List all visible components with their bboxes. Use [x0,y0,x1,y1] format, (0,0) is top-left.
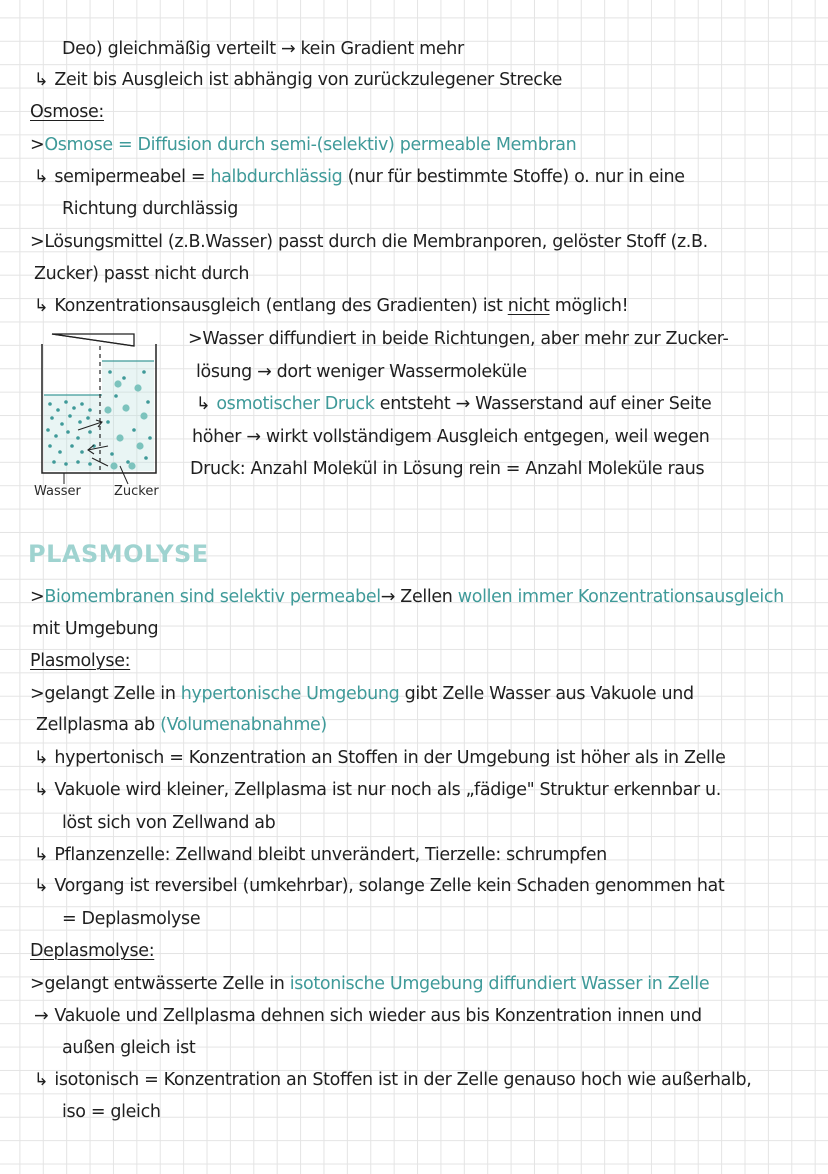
osmosis-line-10: lösung → dort weniger Wassermoleküle [196,362,527,382]
return-arrow-icon: ↳ [34,70,49,90]
osmosis-line-11: ↳ osmotischer Druck entsteht → Wasserstand auf einer Seite [196,394,712,414]
osmosis-line-12: höher → wirkt vollständigem Ausgleich entgegen, weil wegen [192,427,710,447]
return-arrow-icon: ↳ [34,1070,49,1090]
osmosis-line-7: Zucker) passt nicht durch [34,264,250,284]
return-arrow-icon: ↳ [34,845,49,865]
osmosis-line-8: ↳ Konzentrationsausgleich (entlang des Gradienten) ist nicht möglich! [34,296,629,316]
plasmolysis-line-7: löst sich von Zellwand ab [62,813,276,833]
plasmolysis-line-2: mit Umgebung [32,619,159,639]
right-arrow-icon: → [34,1006,49,1026]
osmosis-line-4: ↳ semipermeabel = halbdurchlässig (nur für bestimmte Stoffe) o. nur in eine [34,167,685,187]
osmosis-line-1: Deo) gleichmäßig verteilt → kein Gradient mehr [62,39,464,59]
osmosis-beaker-illustration [24,326,174,506]
return-arrow-icon: ↳ [34,748,49,768]
osmosis-heading: Osmose: [30,102,104,122]
plasmolysis-line-8: ↳ Pflanzenzelle: Zellwand bleibt unverändert, Tierzelle: schrumpfen [34,845,607,865]
plasmolysis-line-1: >Biomembranen sind selektiv permeabel→ Zellen wollen immer Konzentrationsausgleich [30,587,784,607]
plasmolysis-line-5: ↳ hypertonisch = Konzentration an Stoffen in der Umgebung ist höher als in Zelle [34,748,726,768]
return-arrow-icon: ↳ [34,876,49,896]
osmosis-line-5: Richtung durchlässig [62,199,238,219]
osmosis-line-9: >Wasser diffundiert in beide Richtungen, aber mehr zur Zucker- [188,329,729,349]
osmosis-line-6: >Lösungsmittel (z.B.Wasser) passt durch die Membranporen, gelöster Stoff (z.B. [30,232,708,252]
plasmolysis-heading: Plasmolyse: [30,651,131,671]
return-arrow-icon: ↳ [34,296,49,316]
plasmolysis-line-3: >gelangt Zelle in hypertonische Umgebung gibt Zelle Wasser aus Vakuole und [30,684,694,704]
label-water: Wasser [34,484,81,499]
osmosis-line-13: Druck: Anzahl Molekül in Lösung rein = Anzahl Moleküle raus [190,459,705,479]
label-sugar: Zucker [114,484,159,499]
plasmolysis-line-9: ↳ Vorgang ist reversibel (umkehrbar), solange Zelle kein Schaden genommen hat [34,876,725,896]
deplasmolysis-line-3: außen gleich ist [62,1038,196,1058]
deplasmolysis-line-5: iso = gleich [62,1102,161,1122]
plasmolysis-line-6: ↳ Vakuole wird kleiner, Zellplasma ist nur noch als „fädige" Struktur erkennbar u. [34,780,721,800]
deplasmolysis-line-2: → Vakuole und Zellplasma dehnen sich wieder aus bis Konzentration innen und [34,1006,702,1026]
plasmolysis-line-4: Zellplasma ab (Volumenabnahme) [36,715,327,735]
return-arrow-icon: ↳ [34,780,49,800]
deplasmolysis-line-1: >gelangt entwässerte Zelle in isotonische Umgebung diffundiert Wasser in Zelle [30,974,710,994]
osmosis-definition: >Osmose = Diffusion durch semi-(selektiv) permeable Membran [30,135,577,155]
deplasmolysis-line-4: ↳ isotonisch = Konzentration an Stoffen ist in der Zelle genauso hoch wie außerhalb, [34,1070,752,1090]
deplasmolysis-heading: Deplasmolyse: [30,941,155,961]
osmosis-diagram [24,326,174,506]
return-arrow-icon: ↳ [34,167,49,187]
plasmolysis-title: PLASMOLYSE [28,540,209,568]
osmosis-line-2: ↳ Zeit bis Ausgleich ist abhängig von zurückzulegener Strecke [34,70,563,90]
return-arrow-icon: ↳ [196,394,211,414]
plasmolysis-line-10: = Deplasmolyse [62,909,201,929]
